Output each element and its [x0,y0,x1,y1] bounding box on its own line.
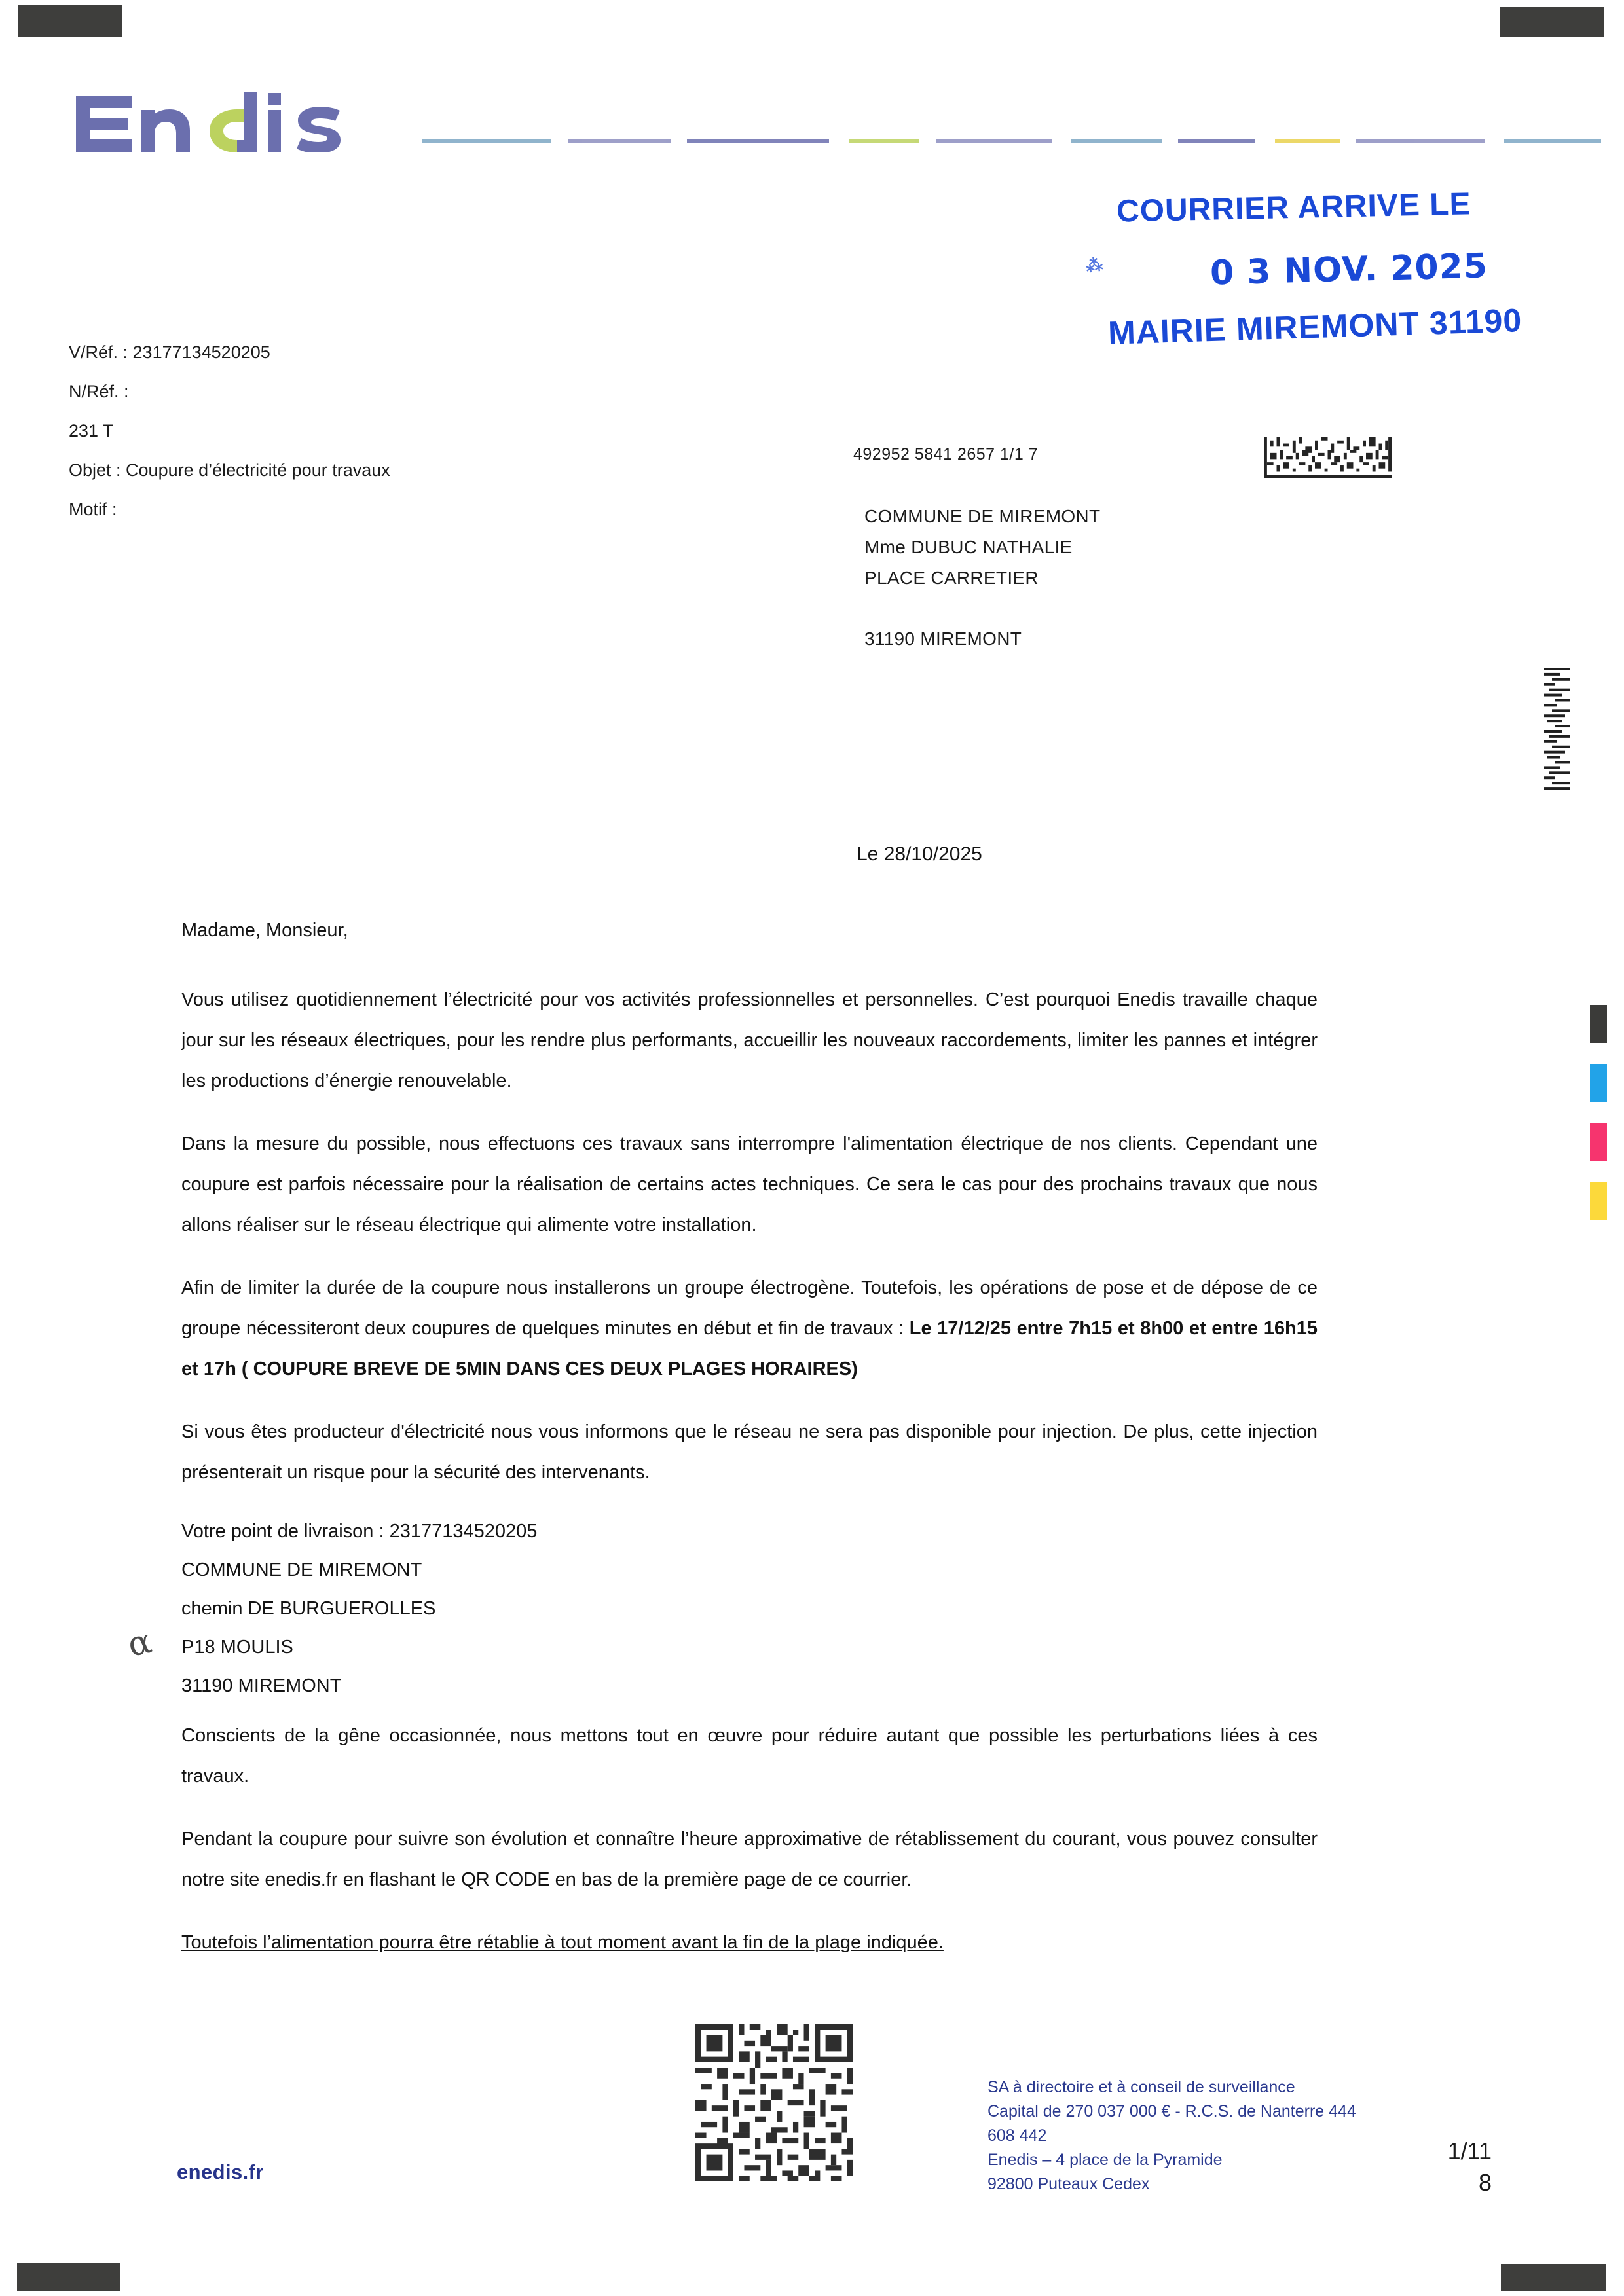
address-spacer [864,593,1100,623]
stamp-line-courrier-arrive: COURRIER ARRIVE LE [1116,187,1472,229]
address-city: 31190 MIREMONT [864,629,1022,649]
page-number: 1/11 [1447,2138,1492,2164]
letter-paragraph-5: Conscients de la gêne occasionnée, nous mettons tout en œuvre pour réduire autant que possible les perturbations liées à ces travaux. [181,1725,1318,1787]
stamp-line-mairie: MAIRIE MIREMONT 31190 [1107,302,1522,352]
cmyk-swatch-black [1590,1005,1607,1043]
cmyk-swatch-magenta [1590,1123,1607,1161]
delivery-point-name: COMMUNE DE MIREMONT [181,1559,422,1580]
letter-salutation: Madame, Monsieur, [181,920,348,941]
footer-legal-line-3: 608 442 [987,2126,1047,2145]
address-street: PLACE CARRETIER [864,568,1039,588]
ref-code: 231 T [69,421,114,441]
registration-mark-top-left [18,5,122,37]
cmyk-swatch-yellow [1590,1182,1607,1220]
stamp-line-date: 0 3 NOV. 2025 [1209,246,1488,293]
vertical-barcode [1544,668,1570,792]
delivery-point-id: Votre point de livraison : 23177134520205 [181,1521,538,1542]
ref-objet: Objet : Coupure d’électricité pour travaux [69,460,390,480]
footer-legal-line-2: Capital de 270 037 000 € - R.C.S. de Nanterre 444 [987,2102,1356,2121]
letter-date: Le 28/10/2025 [857,843,982,865]
letter-paragraph-1: Vous utilisez quotidiennement l’électricité pour vos activités professionnelles et personnelles. C’est pourquoi Enedis travaille chaque jour sur les réseaux électriques, pour les rendre plus performants, accueillir les nouveaux raccordements, limiter les pannes et intégrer les productions d’énergie renouvelable. [181,989,1318,1091]
letter-paragraph-6: Pendant la coupure pour suivre son évolution et connaître l’heure approximative de rétablissement du courant, vous pouvez consulter notre site enedis.fr en flashant le QR CODE en bas de la première page de ce courrier. [181,1829,1318,1890]
letter-body [181,910,1318,1515]
recipient-address-block [864,501,1100,654]
delivery-point-street: chemin DE BURGUEROLLES [181,1598,436,1619]
registration-mark-bottom-right [1501,2264,1606,2291]
footer-legal-line-5: 92800 Puteaux Cedex [987,2175,1150,2193]
delivery-point-city: 31190 MIREMONT [181,1675,342,1696]
registration-mark-bottom-left [17,2263,120,2291]
letter-paragraph-3 [181,1267,1318,1389]
mairie-arrival-stamp [1061,187,1598,367]
ref-v-ref: V/Réf. : 23177134520205 [69,342,270,362]
footer-legal-line-4: Enedis – 4 place de la Pyramide [987,2151,1223,2169]
letter-paragraph-4: Si vous êtes producteur d'électricité nous vous informons que le réseau ne sera pas disponible pour injection. De plus, cette injection présenterait un risque pour la sécurité des intervenants. [181,1421,1318,1483]
address-contact: Mme DUBUC NATHALIE [864,537,1073,557]
delivery-point-block [181,1512,537,1705]
qr-code [695,2024,853,2181]
reference-block [69,344,566,540]
footer-website-brand: enedis.fr [177,2160,264,2183]
stamp-ink-blot: ⁂ [1084,254,1105,276]
ref-motif: Motif : [69,500,117,519]
address-recipient: COMMUNE DE MIREMONT [864,506,1101,526]
registration-mark-top-right [1500,7,1604,37]
outage-schedule-highlight: Le 17/12/25 entre 7h15 et 8h00 et entre 16h15 et 17h ( COUPURE BREVE DE 5MIN DANS CES DEUX PLAGES HORAIRES) [181,1318,1318,1379]
outage-intro-text: Afin de limiter la durée de la coupure nous installerons un groupe électrogène. Toutefois, les opérations de pose et de dépose de ce groupe nécessiteront deux coupures de quelques minutes en début et fin de travaux : [181,1277,1318,1339]
letter-closing [181,1715,1318,1985]
ref-n-ref: N/Réf. : [69,382,129,401]
datamatrix-barcode [1264,437,1392,478]
mail-routing-code: 492952 5841 2657 1/1 7 [853,445,1039,464]
letter-paragraph-7-underlined: Toutefois l’alimentation pourra être rétablie à tout moment avant la fin de la plage indiquée. [181,1932,944,1953]
footer-legal-line-1: SA à directoire et à conseil de surveillance [987,2078,1295,2096]
footer-legal-block [987,2075,1356,2196]
cmyk-registration-strip [1590,1005,1607,1241]
cmyk-swatch-cyan [1590,1064,1607,1102]
delivery-point-substation: P18 MOULIS [181,1637,293,1658]
handwritten-pen-mark: α [124,1622,155,1665]
header-decorative-rule [422,139,1601,143]
sheet-number: 8 [1478,2169,1492,2196]
page-number-block [1420,2136,1492,2198]
enedis-logo [73,92,401,152]
letter-paragraph-2: Dans la mesure du possible, nous effectuons ces travaux sans interrompre l'alimentation électrique de nos clients. Cependant une coupure est parfois nécessaire pour la réalisation de certains actes techniques. Ce sera le cas pour des prochains travaux que nous allons réaliser sur le réseau électrique qui alimente votre installation. [181,1133,1318,1235]
